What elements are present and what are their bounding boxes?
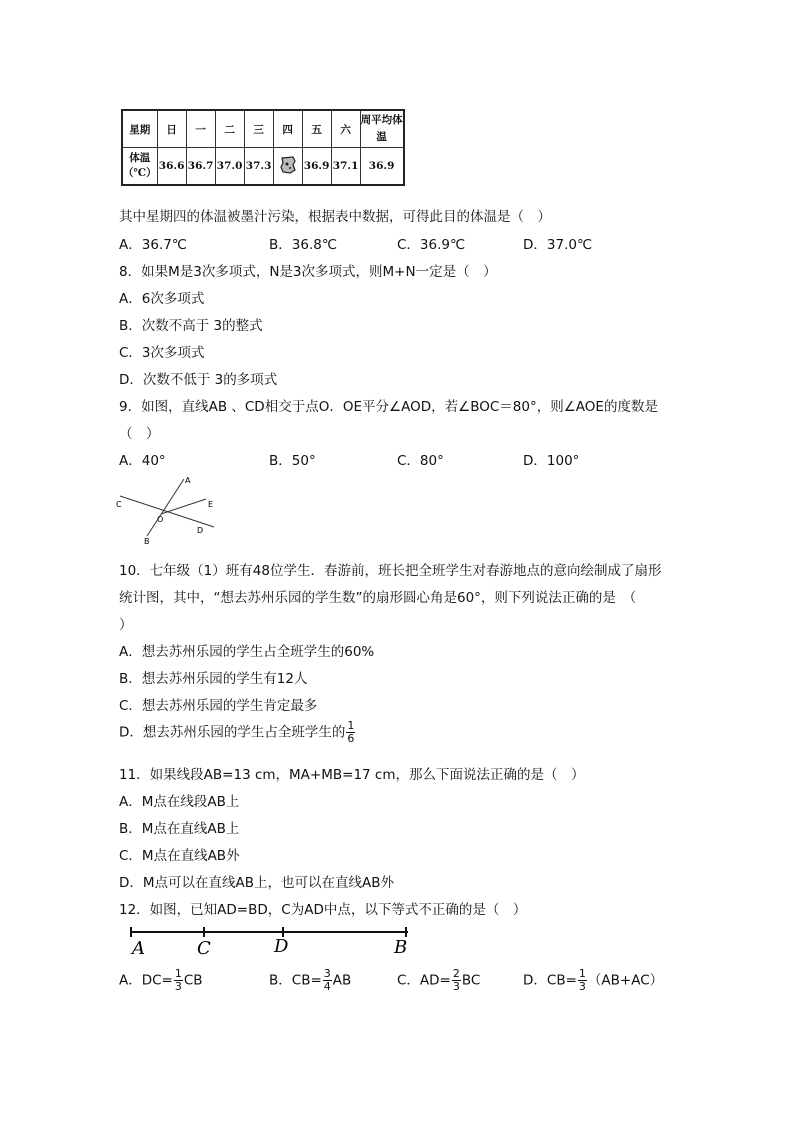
q11-option-a: A．M点在线段AB上	[119, 794, 240, 810]
fraction-numerator: 3	[323, 967, 331, 980]
table-cell: 37.3	[244, 148, 273, 186]
option-suffix: CB	[183, 972, 203, 989]
q10-option-a: A．想去苏州乐园的学生占全班学生的60%	[119, 644, 375, 660]
fraction	[578, 968, 587, 993]
table-cell: 36.7	[186, 148, 215, 186]
q9-option-d: D．100°	[523, 453, 580, 469]
option-prefix: C．AD=	[397, 972, 451, 989]
q12-option-c	[397, 968, 480, 993]
fraction-numerator: 1	[578, 967, 586, 980]
option-suffix: AB	[332, 972, 352, 989]
q10-option-c: C．想去苏州乐园的学生肯定最多	[119, 698, 318, 714]
fraction	[323, 968, 332, 993]
q11-option-d: D．M点可以在直线AB上，也可以在直线AB外	[119, 875, 395, 891]
q9-option-c: C．80°	[397, 453, 444, 469]
table-cell: 36.9	[302, 148, 331, 186]
q10-option-d	[119, 720, 356, 745]
label-o: O	[157, 515, 164, 524]
table-header-cell: 二	[215, 110, 244, 148]
table-header-cell: 三	[244, 110, 273, 148]
q7-stem: 其中星期四的体温被墨汁污染，根据表中数据，可得此目的体温是（ ）	[119, 209, 551, 225]
table-cell: 36.6	[157, 148, 186, 186]
q11-stem: 11．如果线段AB=13 cm，MA+MB=17 cm，那么下面说法正确的是（ ）	[119, 767, 585, 783]
q7-option-b: B．36.8℃	[269, 237, 337, 253]
table-value-row	[122, 148, 404, 186]
q12-option-b	[269, 968, 351, 993]
table-header-cell: 六	[331, 110, 360, 148]
q10-stem-end: ）	[119, 617, 133, 633]
fraction	[346, 720, 355, 745]
q11-option-b: B．M点在直线AB上	[119, 821, 240, 837]
table-header-row	[122, 110, 404, 148]
label-e: E	[208, 500, 214, 509]
label-c: C	[116, 500, 122, 509]
q9-stem-cont: （ ）	[119, 426, 160, 442]
table-header-cell: 四	[273, 110, 302, 148]
intersecting-lines-figure	[114, 474, 224, 546]
q10-stem: 10．七年级（1）班有48位学生．春游前，班长把全班学生对春游地点的意向绘制成了扇形	[119, 563, 662, 579]
label-a: A	[185, 476, 191, 485]
option-suffix: （AB+AC）	[587, 972, 664, 989]
q9-stem: 9．如图，直线AB 、CD相交于点O．OE平分∠AOD，若∠BOC＝80°，则∠AOE的度数是	[119, 399, 658, 415]
table-cell: 37.1	[331, 148, 360, 186]
table-header-cell: 五	[302, 110, 331, 148]
table-header-cell: 星期	[122, 110, 157, 148]
temperature-table	[121, 109, 405, 186]
table-cell: 36.9	[360, 148, 404, 186]
fraction-numerator: 1	[347, 719, 355, 732]
q8-option-a: A．6次多项式	[119, 291, 205, 307]
label-c: C	[197, 938, 211, 959]
q8-option-d: D．次数不低于 3的多项式	[119, 372, 278, 388]
option-suffix: BC	[461, 972, 481, 989]
fraction-denominator: 3	[174, 980, 182, 993]
option-prefix: A．DC=	[119, 972, 173, 989]
q12-option-a	[119, 968, 203, 993]
q7-option-c: C．36.9℃	[397, 237, 466, 253]
q7-option-a: A．36.7℃	[119, 237, 187, 253]
q10-option-d-text: D．想去苏州乐园的学生占全班学生的	[119, 724, 346, 741]
fraction-denominator: 3	[452, 980, 460, 993]
label-b: B	[144, 537, 150, 546]
table-header-cell: 一	[186, 110, 215, 148]
ink-blot-icon	[278, 155, 298, 175]
label-d: D	[274, 936, 289, 957]
q12-stem: 12．如图，已知AD=BD，C为AD中点，以下等式不正确的是（ ）	[119, 902, 527, 918]
fraction-denominator: 4	[323, 980, 331, 993]
segment-figure	[126, 922, 416, 960]
ray-oe	[161, 499, 206, 514]
q10-option-b: B．想去苏州乐园的学生有12人	[119, 671, 308, 687]
q8-option-c: C．3次多项式	[119, 345, 205, 361]
table-header-cell: 周平均体温	[360, 110, 404, 148]
q9-option-b: B．50°	[269, 453, 316, 469]
q11-option-c: C．M点在直线AB外	[119, 848, 240, 864]
fraction	[174, 968, 183, 993]
q9-option-a: A．40°	[119, 453, 166, 469]
fraction-denominator: 6	[347, 732, 355, 745]
option-prefix: B．CB=	[269, 972, 322, 989]
fraction-denominator: 3	[578, 980, 586, 993]
q10-stem-cont: 统计图，其中，“想去苏州乐园的学生数”的扇形圆心角是60°，则下列说法正确的是 （	[119, 590, 637, 606]
fraction-numerator: 2	[452, 967, 460, 980]
label-a: A	[132, 938, 145, 959]
q8-stem: 8．如果M是3次多项式，N是3次多项式，则M+N一定是（ ）	[119, 264, 497, 280]
q7-option-d: D．37.0℃	[523, 237, 593, 253]
q12-option-d	[523, 968, 663, 993]
ink-blot-cell	[273, 148, 302, 186]
q8-option-b: B．次数不高于 3的整式	[119, 318, 263, 334]
table-row-label: 体温（℃）	[122, 148, 157, 186]
line-ab	[147, 479, 184, 536]
option-prefix: D．CB=	[523, 972, 577, 989]
label-d: D	[197, 526, 204, 535]
fraction	[452, 968, 461, 993]
fraction-numerator: 1	[174, 967, 182, 980]
table-cell: 37.0	[215, 148, 244, 186]
table-header-cell: 日	[157, 110, 186, 148]
label-b: B	[394, 937, 408, 958]
